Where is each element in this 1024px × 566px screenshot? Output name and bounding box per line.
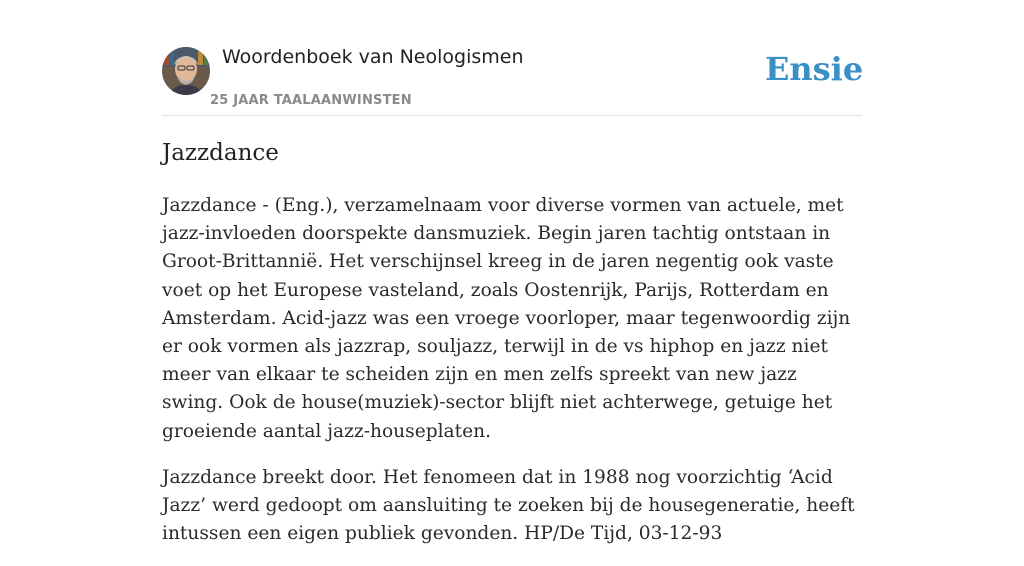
author-portrait-icon[interactable] <box>162 47 210 95</box>
header-divider <box>162 115 862 116</box>
entry-quote: Jazzdance breekt door. Het fenomeen dat in 1988 nog voorzichtig ‘Acid Jazz’ werd gedoopt om aansluiting te zoeken bij de housegeneratie, heeft intussen een eigen publiek gevonden. HP/De Tijd, 03-12-93 <box>162 466 855 545</box>
source-subtitle: 25 JAAR TAALAANWINSTEN <box>210 93 412 108</box>
ensie-logo[interactable]: Ensie <box>765 50 864 88</box>
source-title[interactable]: Woordenboek van Neologismen <box>222 46 524 68</box>
entry-definition: Jazzdance - (Eng.), verzamelnaam voor diverse vormen van actuele, met jazz-invloeden doorspekte dansmuziek. Begin jaren tachtig ontstaan in Groot-Brittannië. Het verschijnsel kreeg in de jaren negentig ook vaste voet op het Europese vasteland, zoals Oostenrijk, Parijs, Rotterdam en Amsterdam. Acid-jazz was een vroege voorloper, maar tegenwoordig zijn er ook vormen als jazzrap, souljazz, terwijl in de vs hiphop en jazz niet meer van elkaar te scheiden zijn en men zelfs spreekt van new jazz swing. Ook de house(muziek)-sector blijft niet achterwege, getuige het groeiende aantal jazz-houseplaten. <box>162 195 851 442</box>
entry-term: Jazzdance <box>162 140 279 166</box>
entry-body <box>162 192 862 566</box>
